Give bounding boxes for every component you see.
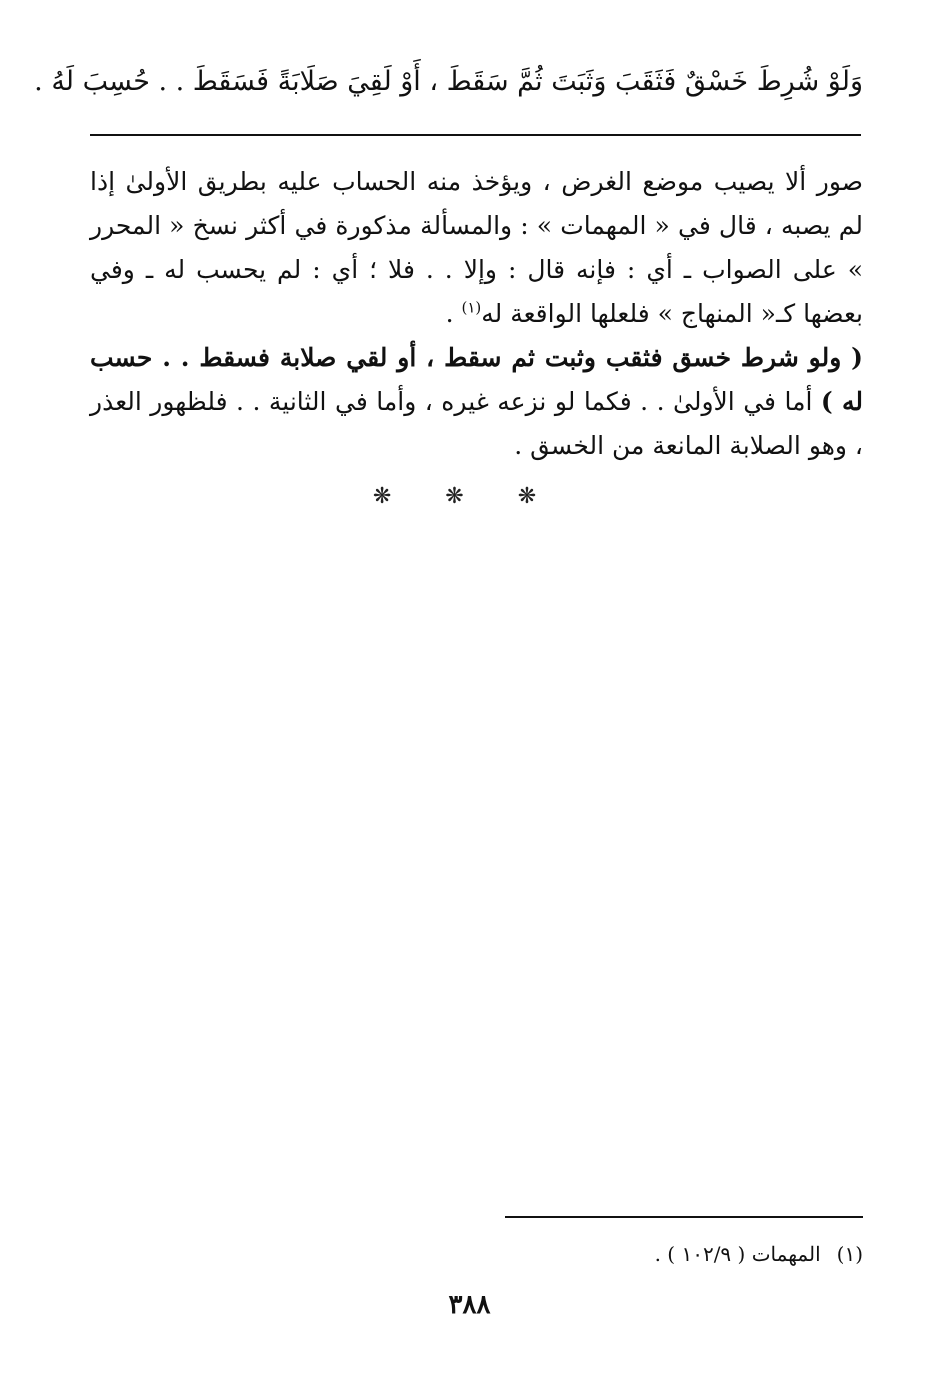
matn-text: وَلَوْ شُرِطَ خَسْقٌ فَثَقَبَ وَثَبَتَ ثُمَّ سَقَطَ ، أَوْ لَقِيَ صَلَابَةً فَسَقَطَ . . حُسِبَ لَهُ . [34, 66, 863, 97]
footnote-number: (١) [836, 1242, 863, 1266]
commentary-p2-text: أما في الأولىٰ . . فكما لو نزعه غيره ، وأما في الثانية . . فلظهور العذر ، وهو الصلابة المانعة من الخسق . [90, 387, 863, 460]
footnote-divider [505, 1216, 863, 1218]
commentary [90, 160, 863, 468]
footnote [90, 1236, 863, 1272]
footnote-reference[interactable]: (١) [461, 298, 482, 317]
commentary-paragraph-1 [90, 160, 863, 336]
top-divider [90, 134, 861, 136]
footnote-text: المهمات ( ١٠٢/٩ ) . [654, 1242, 821, 1266]
matn-quote: ( ولو شرط خسق فثقب وثبت ثم سقط ، أو لقي صلابة فسقط . . حسب له ) [90, 343, 863, 416]
commentary-p1-end: . [445, 299, 462, 328]
asterism-glyph: ❋ [372, 484, 422, 509]
asterism-glyph: ❋ [517, 484, 567, 509]
section-separator [0, 484, 939, 509]
asterism-glyph: ❋ [445, 484, 494, 509]
commentary-paragraph-2 [90, 336, 863, 468]
page-number: ٣٨٨ [448, 1290, 491, 1320]
commentary-p1-text: صور ألا يصيب موضع الغرض ، ويؤخذ منه الحساب عليه بطريق الأولىٰ إذا لم يصبه ، قال في « المهمات » : والمسألة مذكورة في أكثر نسخ « المحرر » على الصواب ـ أي : فإنه قال : وإلا . . فلا ؛ أي : لم يحسب له ـ وفي بعضها كـ« المنهاج » فلعلها الواقعة له [90, 167, 863, 328]
